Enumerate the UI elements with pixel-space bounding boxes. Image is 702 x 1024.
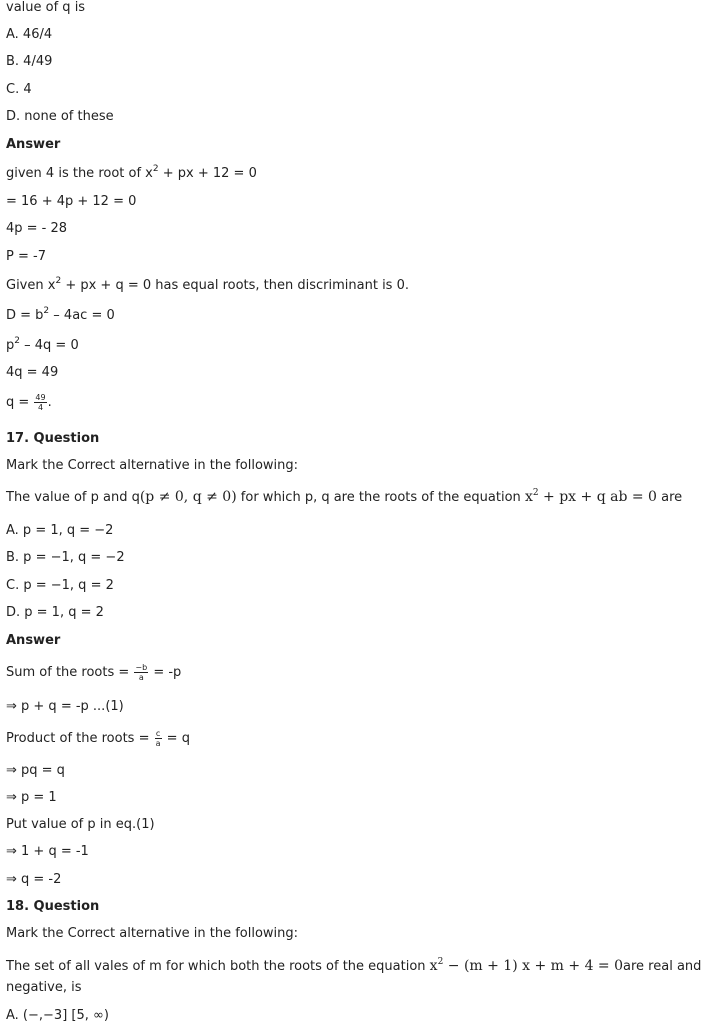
- solution-step: = 16 + 4p + 12 = 0: [6, 194, 137, 209]
- solution-step: Put value of p in eq.(1): [6, 817, 155, 832]
- equation: $x^2 - (m + 1) x + m + 4 = 0$: [429, 957, 624, 974]
- question-heading: 18. Question: [6, 899, 100, 914]
- question-heading: 17. Question: [6, 431, 100, 446]
- option-a: A. (−,−3] [5, ∞): [6, 1008, 109, 1023]
- solution-step: ⇒ 1 + q = -1: [6, 844, 89, 859]
- fraction: $\frac{-b}{a}$: [135, 663, 148, 682]
- solution-step: 4p = - 28: [6, 221, 68, 236]
- instruction-text: Mark the Correct alternative in the following:: [6, 926, 299, 941]
- solution-step: ⇒ p + q = -p ...(1): [6, 699, 124, 714]
- solution-step: q = $\frac{49}{4}$ .: [6, 393, 52, 412]
- option-a: A. p = 1, q = −2: [6, 523, 114, 538]
- equation: $x^2$ + px + q ab = 0: [524, 488, 657, 505]
- solution-step: given 4 is the root of $x^2$ + px + 12 = 0: [6, 164, 257, 181]
- fraction: $\frac{49}{4}$: [35, 393, 46, 412]
- question-text: negative, is: [6, 980, 82, 995]
- question-text: value of q is: [6, 0, 86, 15]
- question-text: The set of all vales of m for which both the roots of the equation $x^2 - (m + 1) x + m + 4 = 0are$ real and: [6, 957, 702, 974]
- solution-step: 4q = 49: [6, 365, 59, 380]
- question-text: The value of p and q(p ≠ 0, q ≠ 0) for which p, q are the roots of the equation $x^2$ + px + q ab = 0 are: [6, 488, 683, 505]
- option-d: D. p = 1, q = 2: [6, 605, 104, 620]
- option-c: C. 4: [6, 82, 32, 97]
- solution-step: ⇒ q = -2: [6, 872, 62, 887]
- option-c: C. p = −1, q = 2: [6, 578, 114, 593]
- solution-step: Given $x^2$ + px + q = 0 has equal roots, then discriminant is 0.: [6, 276, 409, 293]
- instruction-text: Mark the Correct alternative in the following:: [6, 458, 299, 473]
- option-b: B. p = −1, q = −2: [6, 550, 125, 565]
- option-b: B. 4/49: [6, 54, 53, 69]
- answer-heading: Answer: [6, 137, 61, 152]
- solution-step: $D = b^2 - 4ac = 0$: [6, 306, 115, 323]
- answer-heading: Answer: [6, 633, 61, 648]
- option-d: D. none of these: [6, 109, 114, 124]
- solution-step: Product of the roots = $\frac{c}{a}$ = q: [6, 729, 190, 748]
- fraction: $\frac{c}{a}$: [155, 729, 161, 748]
- solution-step: Sum of the roots = $\frac{-b}{a}$ = -p: [6, 663, 182, 682]
- option-a: A. 46/4: [6, 27, 53, 42]
- solution-step: $p^2 - 4q = 0$: [6, 336, 79, 353]
- solution-step: P = -7: [6, 249, 46, 264]
- solution-step: ⇒ pq = q: [6, 763, 65, 778]
- solution-step: ⇒ p = 1: [6, 790, 57, 805]
